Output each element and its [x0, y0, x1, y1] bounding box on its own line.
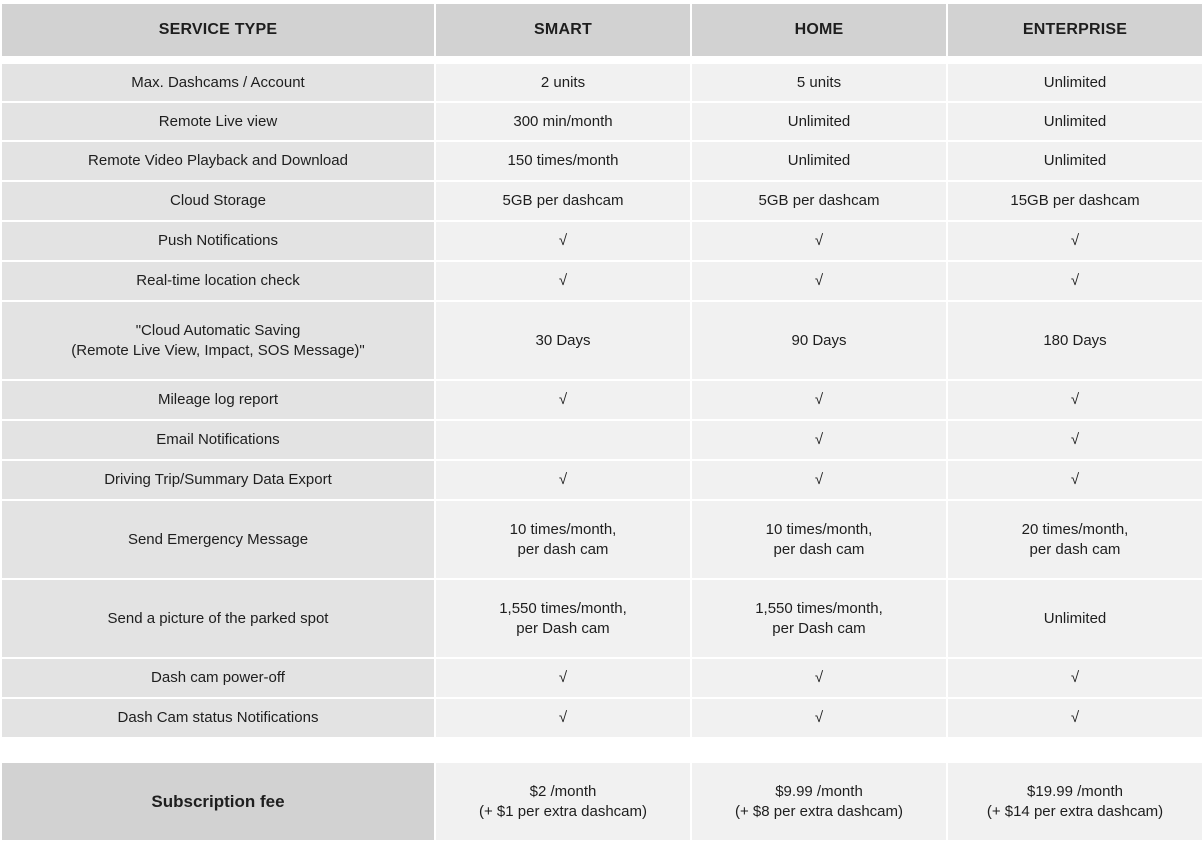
- smart-value: 150 times/month: [436, 142, 690, 180]
- smart-value: 1,550 times/month, per Dash cam: [436, 580, 690, 657]
- smart-value: [436, 421, 690, 459]
- home-value: 1,550 times/month, per Dash cam: [692, 580, 946, 657]
- table-row: [0, 381, 1204, 419]
- feature-label: Real-time location check: [2, 262, 434, 300]
- enterprise-value: √: [948, 659, 1202, 697]
- table-row: [0, 659, 1204, 697]
- subscription-fee-label: Subscription fee: [2, 763, 434, 840]
- header-enterprise: ENTERPRISE: [948, 4, 1202, 56]
- smart-value: √: [436, 699, 690, 737]
- table-row: [0, 699, 1204, 737]
- enterprise-value: Unlimited: [948, 103, 1202, 140]
- table-row: [0, 64, 1204, 101]
- smart-value: √: [436, 222, 690, 260]
- enterprise-value: 15GB per dashcam: [948, 182, 1202, 220]
- smart-value: √: [436, 381, 690, 419]
- subscription-fee-row: [0, 763, 1204, 840]
- home-value: 90 Days: [692, 302, 946, 379]
- table-row: [0, 461, 1204, 499]
- enterprise-value: Unlimited: [948, 580, 1202, 657]
- home-value: 5 units: [692, 64, 946, 101]
- table-row: [0, 182, 1204, 220]
- table-row: [0, 222, 1204, 260]
- enterprise-value: √: [948, 699, 1202, 737]
- table-row: [0, 262, 1204, 300]
- table-row: [0, 580, 1204, 657]
- table-row: [0, 142, 1204, 180]
- feature-label: Send Emergency Message: [2, 501, 434, 578]
- feature-label: Remote Live view: [2, 103, 434, 140]
- home-value: √: [692, 222, 946, 260]
- enterprise-value: 20 times/month, per dash cam: [948, 501, 1202, 578]
- home-value: √: [692, 262, 946, 300]
- feature-label: Email Notifications: [2, 421, 434, 459]
- smart-fee: $2 /month (+ $1 per extra dashcam): [436, 763, 690, 840]
- header-home: HOME: [692, 4, 946, 56]
- smart-value: √: [436, 262, 690, 300]
- smart-value: 30 Days: [436, 302, 690, 379]
- home-value: √: [692, 699, 946, 737]
- smart-value: √: [436, 659, 690, 697]
- home-value: 5GB per dashcam: [692, 182, 946, 220]
- table-row: [0, 302, 1204, 379]
- table-row: [0, 501, 1204, 578]
- home-value: 10 times/month, per dash cam: [692, 501, 946, 578]
- feature-label: Driving Trip/Summary Data Export: [2, 461, 434, 499]
- enterprise-value: √: [948, 421, 1202, 459]
- feature-label: "Cloud Automatic Saving (Remote Live View, Impact, SOS Message)": [2, 302, 434, 379]
- enterprise-value: √: [948, 461, 1202, 499]
- home-value: √: [692, 421, 946, 459]
- feature-label: Dash cam power-off: [2, 659, 434, 697]
- table-row: [0, 103, 1204, 140]
- smart-value: 2 units: [436, 64, 690, 101]
- smart-value: √: [436, 461, 690, 499]
- enterprise-value: √: [948, 222, 1202, 260]
- enterprise-value: Unlimited: [948, 64, 1202, 101]
- feature-label: Remote Video Playback and Download: [2, 142, 434, 180]
- header-service-type: SERVICE TYPE: [2, 4, 434, 56]
- home-fee: $9.99 /month (+ $8 per extra dashcam): [692, 763, 946, 840]
- home-value: Unlimited: [692, 103, 946, 140]
- smart-value: 5GB per dashcam: [436, 182, 690, 220]
- home-value: Unlimited: [692, 142, 946, 180]
- enterprise-value: √: [948, 381, 1202, 419]
- enterprise-value: 180 Days: [948, 302, 1202, 379]
- feature-label: Send a picture of the parked spot: [2, 580, 434, 657]
- feature-label: Push Notifications: [2, 222, 434, 260]
- table-header: [0, 4, 1204, 56]
- feature-label: Mileage log report: [2, 381, 434, 419]
- smart-value: 300 min/month: [436, 103, 690, 140]
- feature-label: Max. Dashcams / Account: [2, 64, 434, 101]
- enterprise-value: √: [948, 262, 1202, 300]
- home-value: √: [692, 381, 946, 419]
- header-smart: SMART: [436, 4, 690, 56]
- smart-value: 10 times/month, per dash cam: [436, 501, 690, 578]
- home-value: √: [692, 461, 946, 499]
- enterprise-value: Unlimited: [948, 142, 1202, 180]
- enterprise-fee: $19.99 /month (+ $14 per extra dashcam): [948, 763, 1202, 840]
- table-row: [0, 421, 1204, 459]
- home-value: √: [692, 659, 946, 697]
- feature-label: Dash Cam status Notifications: [2, 699, 434, 737]
- feature-label: Cloud Storage: [2, 182, 434, 220]
